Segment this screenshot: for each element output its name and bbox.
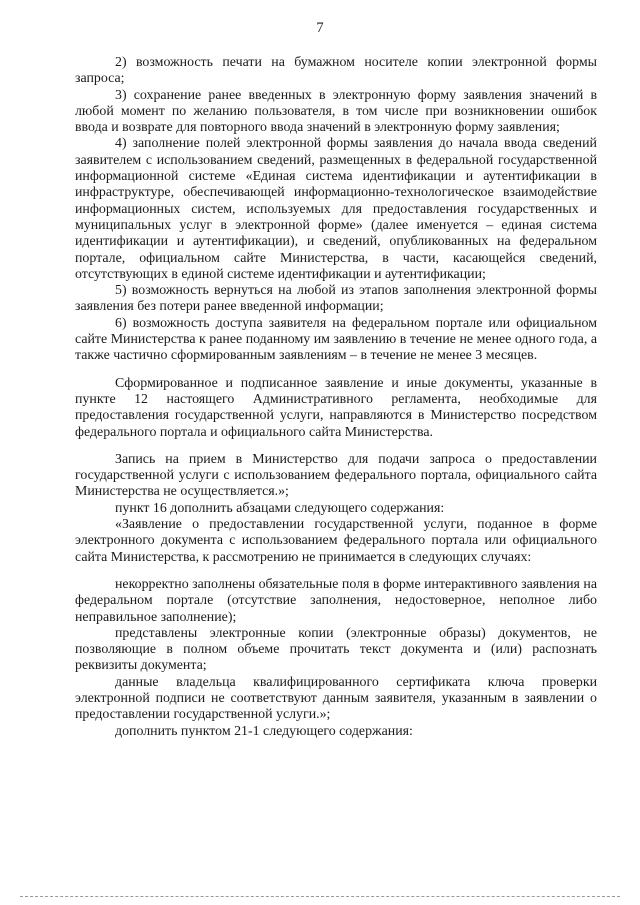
paragraph-rejection-copies: представлены электронные копии (электронные образы) документов, не позволяющие в полном объеме прочитать текст документа и (или) распознать реквизиты документа; <box>75 625 597 674</box>
paragraph-appointment: Запись на прием в Министерство для подачи запроса о предоставлении государственной услуги с использованием федерального портала, официального сайта Министерства не осуществляется.»; <box>75 451 597 500</box>
paragraph-rejection-intro: «Заявление о предоставлении государственной услуги, поданное в форме электронного документа с использованием федерального портала или официального сайта Министерства, к рассмотрению не принимается в следующих случаях: <box>75 517 597 565</box>
document-body <box>75 55 597 740</box>
paragraph-rejection-signature: данные владельца квалифицированного сертификата ключа проверки электронной подписи не соответствуют данным заявителя, указанным в заявлении о предоставлении государственной услуги.»; <box>75 674 597 723</box>
paragraph-item-5: 5) возможность вернуться на любой из этапов заполнения электронной формы заявления без потери ранее введенной информации; <box>75 283 597 315</box>
paragraph-amend-21-1: дополнить пунктом 21-1 следующего содержания: <box>115 723 413 739</box>
paragraph-rejection-fields: некорректно заполнены обязательные поля в форме интерактивного заявления на федеральном портале (отсутствие заполнения, недостоверное, неполное либо неправильное заполнение); <box>75 576 597 625</box>
bottom-scan-line <box>20 896 620 897</box>
page-number: 7 <box>316 20 324 36</box>
paragraph-item-2: 2) возможность печати на бумажном носителе копии электронной формы запроса; <box>75 55 597 87</box>
paragraph-submission: Сформированное и подписанное заявление и иные документы, указанные в пункте 12 настоящего Административного регламента, необходимые для предоставления государственной услуги, направляются в Министерство посредством федерального портала и официального сайта Министерства. <box>75 375 597 440</box>
paragraph-item-4: 4) заполнение полей электронной формы заявления до начала ввода сведений заявителем с использованием сведений, размещенных в федеральной государственной информационной системе «Единая система идентификации и аутентификации в инфраструктуре, обеспечивающей информационно-технологическое взаимодействие информационных систем, используемых для предоставления государственных и муниципальных услуг в электронной форме» (далее именуется – единая система идентификации и аутентификации), и сведений, опубликованных на федеральном портале, официальном сайте Министерства, в части, касающейся сведений, отсутствующих в единой системе идентификации и аутентификации; <box>75 136 597 282</box>
paragraph-amend-16: пункт 16 дополнить абзацами следующего содержания: <box>115 500 445 516</box>
paragraph-item-6: 6) возможность доступа заявителя на федеральном портале или официальном сайте Министерства к ранее поданному им заявлению в течение не менее одного года, а также частично сформированным заявлениям – в течение не менее 3 месяцев. <box>75 315 597 364</box>
paragraph-item-3: 3) сохранение ранее введенных в электронную форму заявления значений в любой момент по желанию пользователя, в том числе при возникновении ошибок ввода и возврате для повторного ввода значений в электронную форму заявления; <box>75 87 597 136</box>
